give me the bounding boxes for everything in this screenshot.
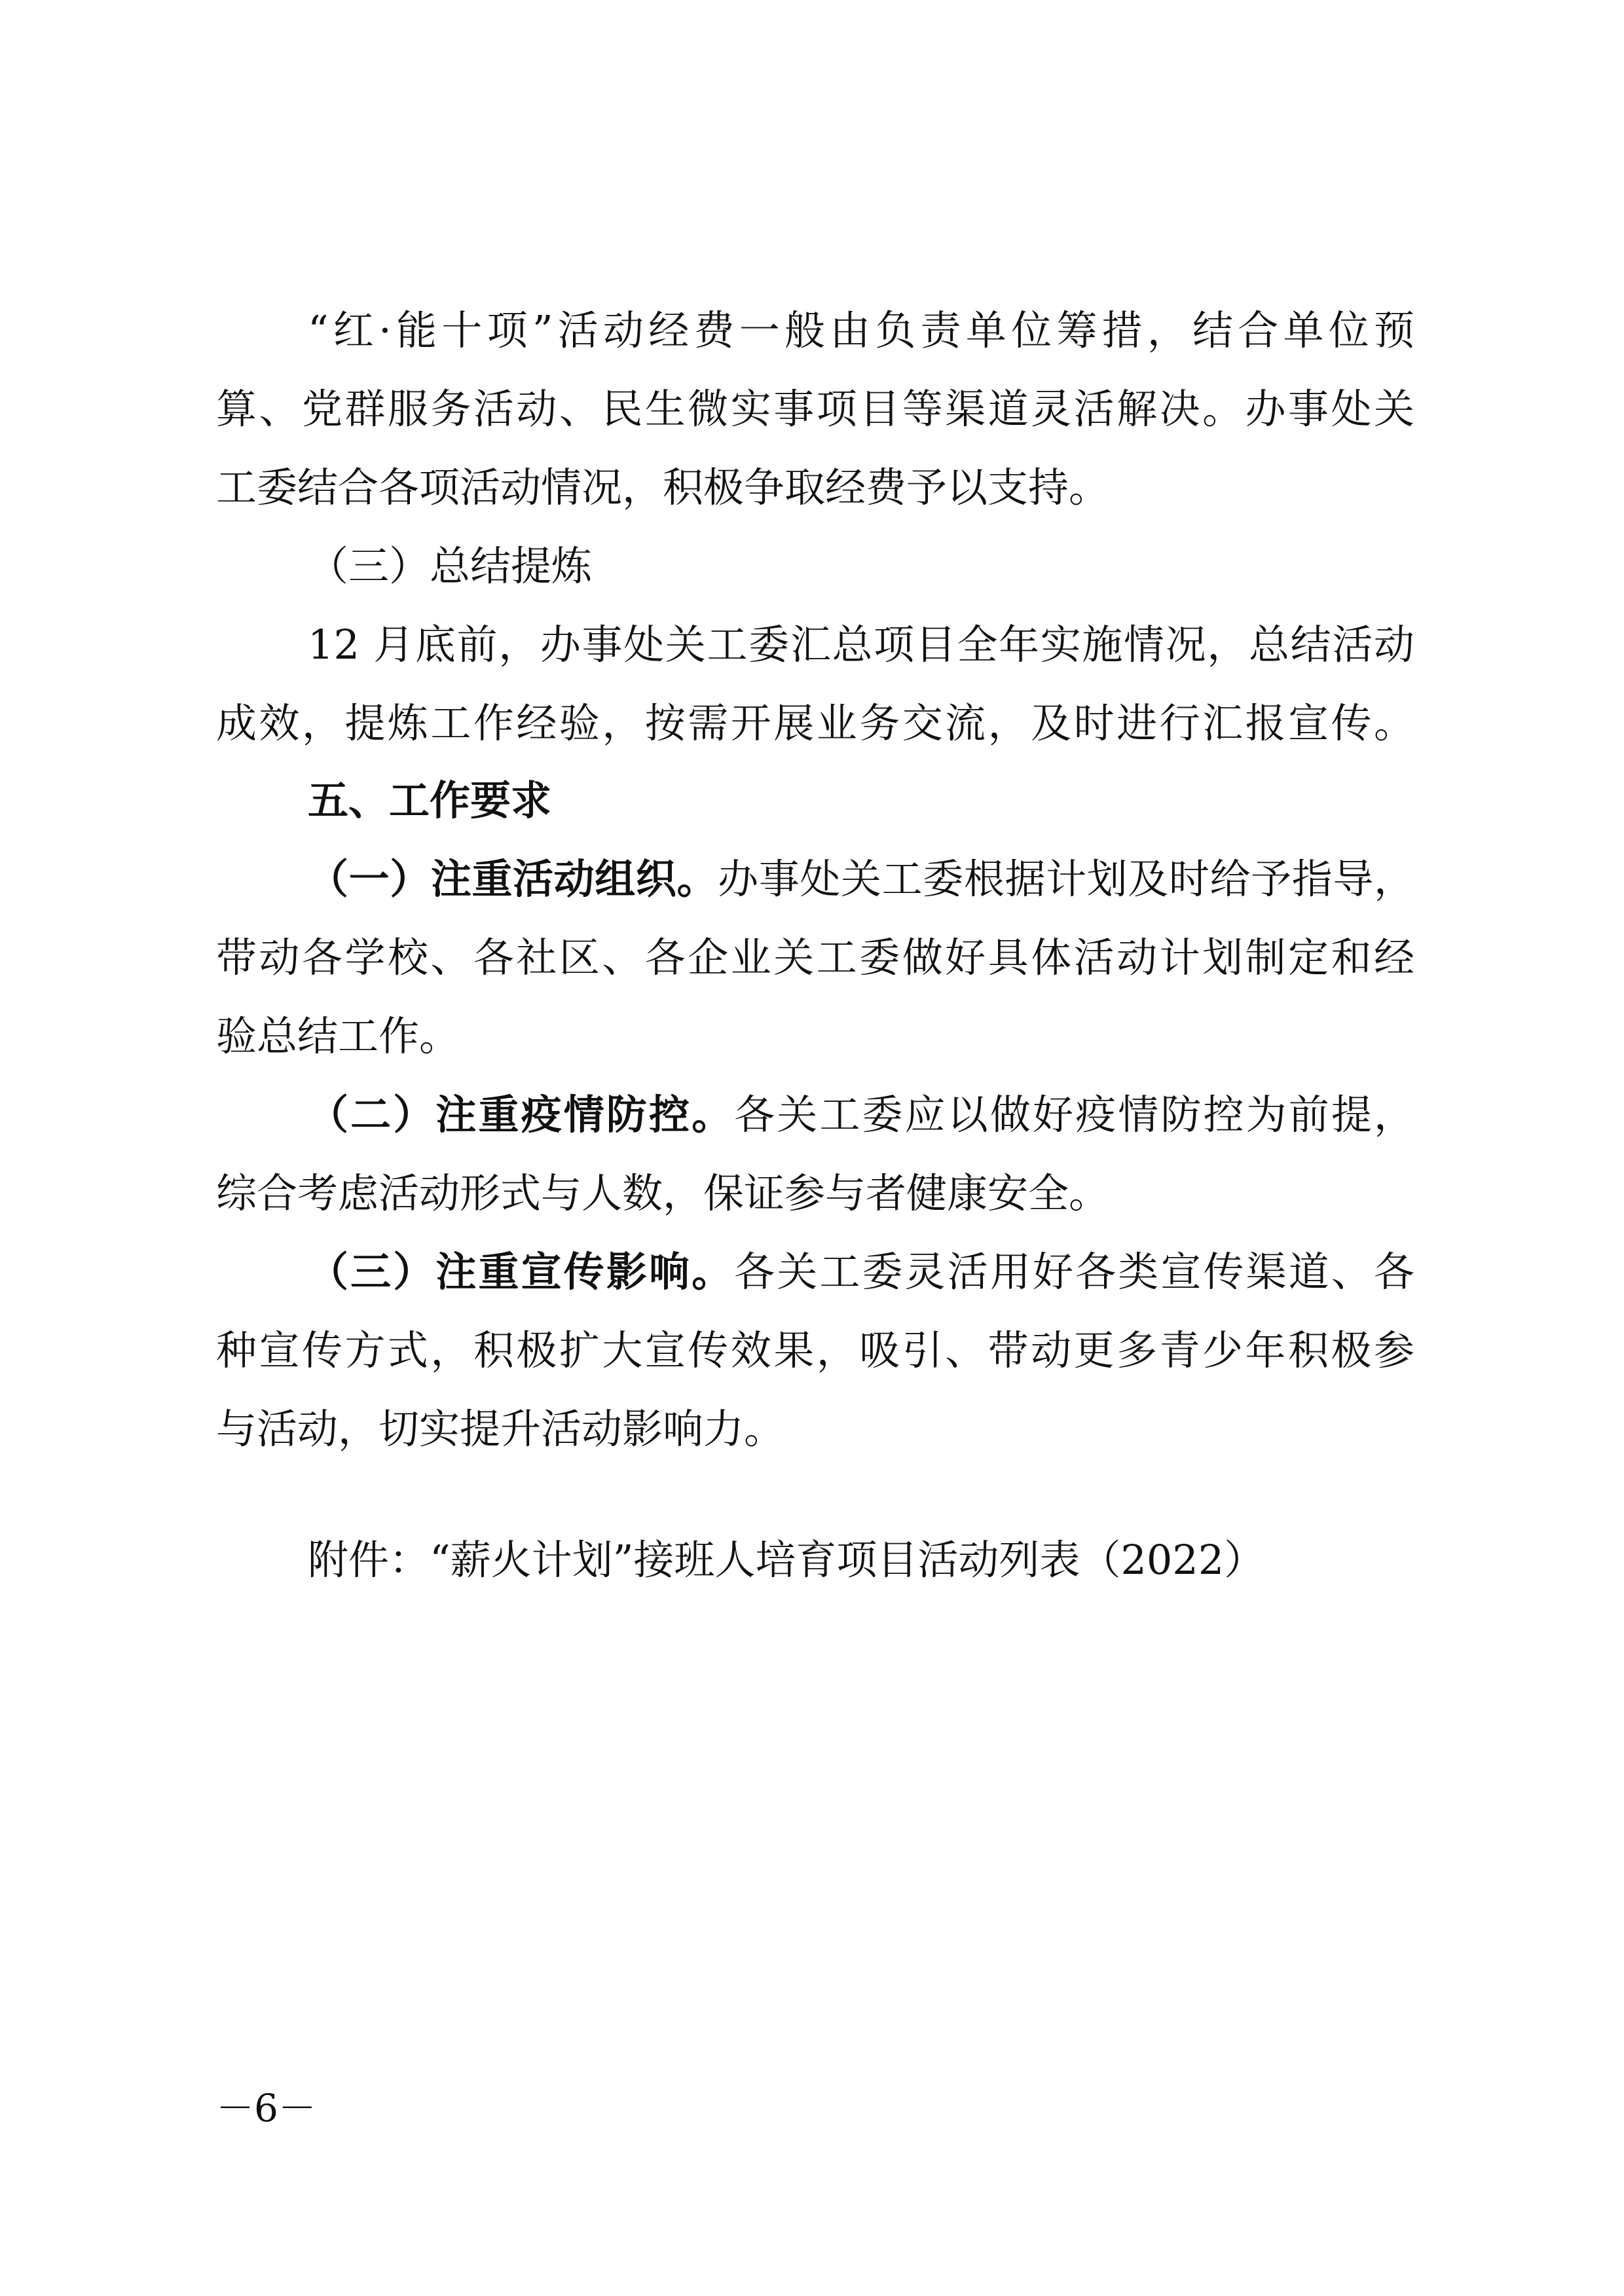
summary-heading: （三）总结提炼 — [308, 542, 593, 590]
page-number: －6－ — [216, 2086, 316, 2130]
requirement-1-line-1 — [308, 853, 1414, 905]
requirement-3-line-1 — [308, 1246, 1414, 1298]
requirement-3-lead: （三）注重宣传影响。 — [308, 1248, 735, 1296]
requirement-1-line-2: 带动各学校、各社区、各企业关工委做好具体活动计划制定和经 — [216, 934, 1414, 981]
requirement-1-line-3: 验总结工作。 — [216, 1012, 460, 1060]
requirement-2-line-2: 综合考虑活动形式与人数，保证参与者健康安全。 — [216, 1169, 1110, 1217]
summary-line-2: 成效，提炼工作经验，按需开展业务交流，及时进行汇报宣传。 — [216, 699, 1414, 747]
requirement-2-text: 各关工委应以做好疫情防控为前提， — [734, 1091, 1414, 1139]
requirement-3-text: 各关工委灵活用好各类宣传渠道、各 — [734, 1248, 1414, 1296]
requirement-1-lead: （一）注重活动组织。 — [308, 855, 718, 903]
funding-line-3: 工委结合各项活动情况，积极争取经费予以支持。 — [216, 464, 1110, 511]
funding-line-1: “红·能十项”活动经费一般由负责单位筹措，结合单位预 — [308, 306, 1414, 354]
summary-line-1: 12 月底前，办事处关工委汇总项目全年实施情况，总结活动 — [308, 621, 1414, 668]
requirement-1-text: 办事处关工委根据计划及时给予指导， — [718, 855, 1414, 903]
requirement-3-line-2: 种宣传方式，积极扩大宣传效果，吸引、带动更多青少年积极参 — [216, 1326, 1414, 1374]
section-heading-requirements: 五、工作要求 — [308, 776, 552, 824]
requirement-2-lead: （二）注重疫情防控。 — [308, 1091, 735, 1139]
requirement-3-line-3: 与活动，切实提升活动影响力。 — [216, 1405, 785, 1453]
attachment-line: 附件：“薪火计划”接班人培育项目活动列表（2022） — [308, 1536, 1265, 1584]
funding-line-2: 算、党群服务活动、民生微实事项目等渠道灵活解决。办事处关 — [216, 385, 1414, 433]
requirement-2-line-1 — [308, 1089, 1414, 1141]
